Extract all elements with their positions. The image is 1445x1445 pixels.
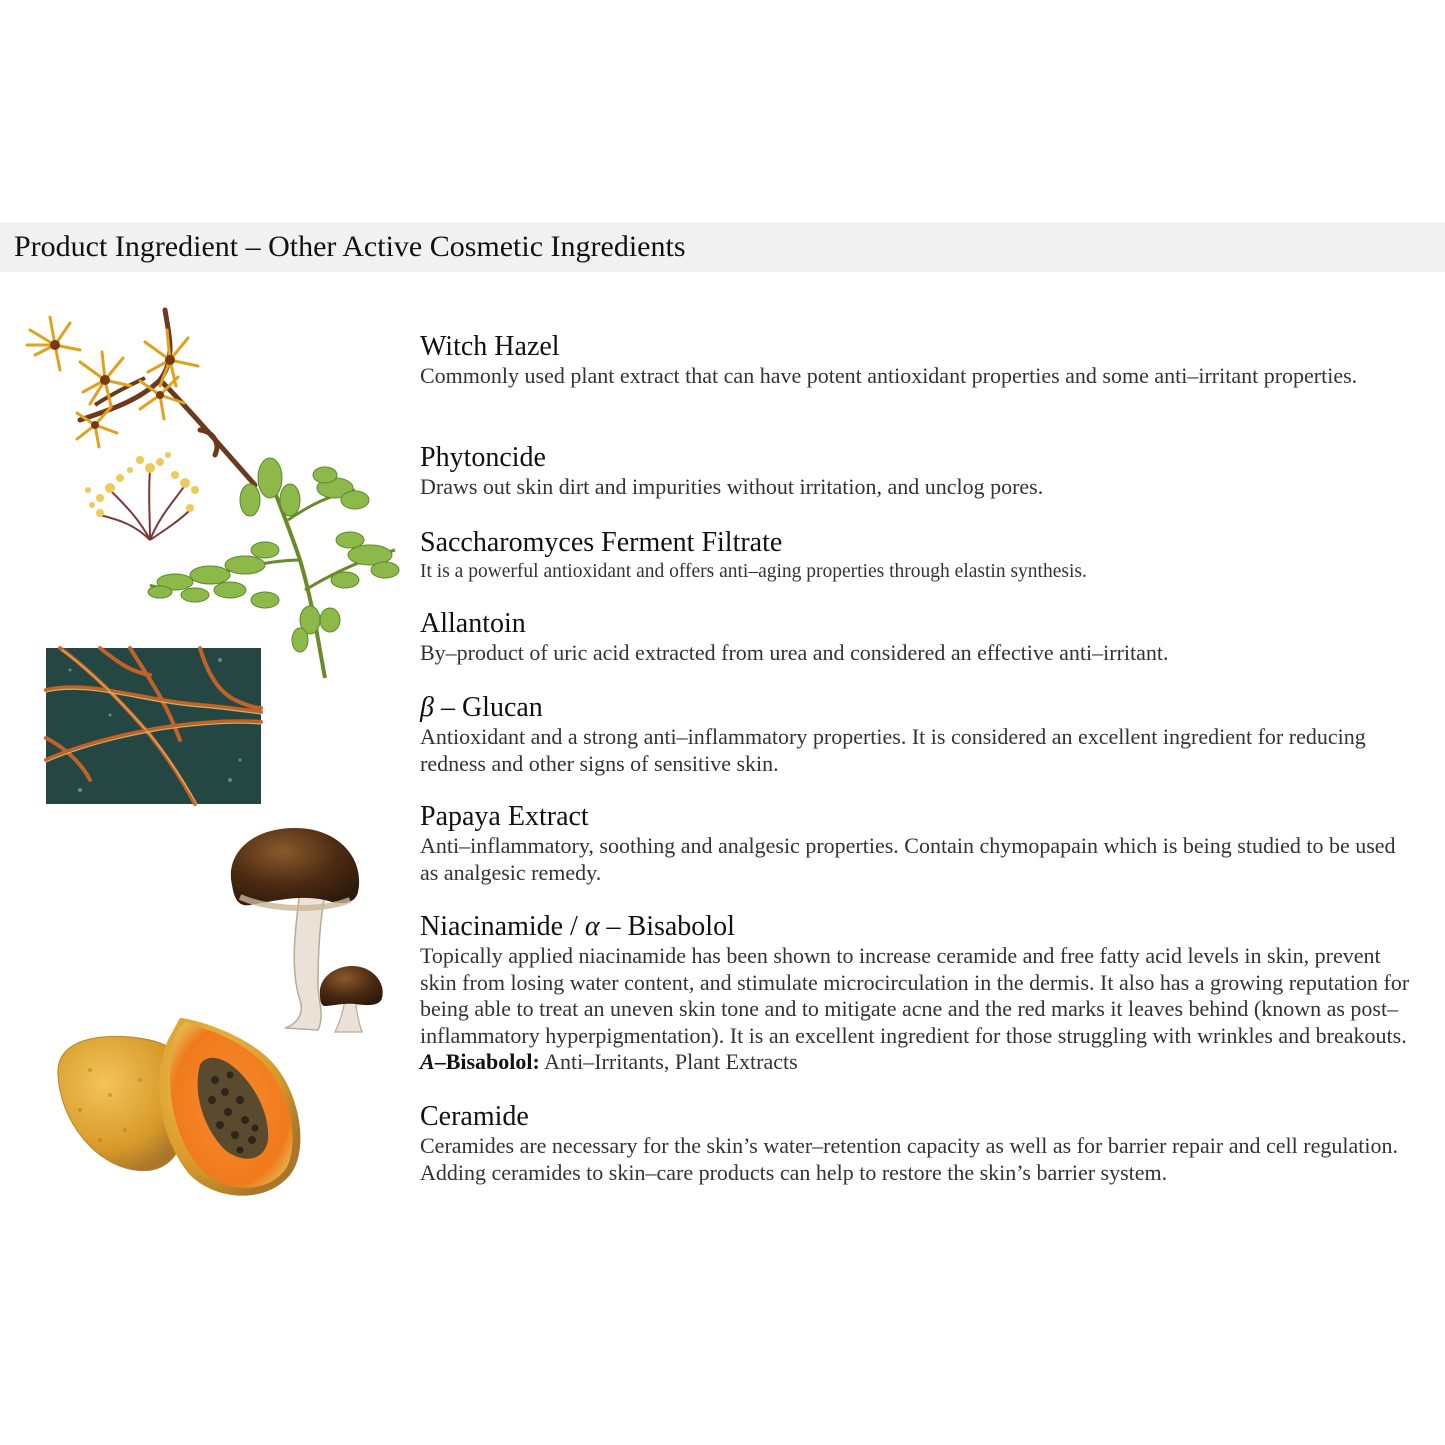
- description-text: Topically applied niacinamide has been shown to increase ceramide and free fatty acid levels in skin, prevent skin from losing water content, and stimulate microcirculation in the dermis. It also has a growing reputation for being able to treat an uneven skin tone and to mitigate acne and the red marks it leaves behind (known as post–inflammatory hyperpigmentation). It is an excellent ingredient for those struggling with wrinkles and breakouts.: [420, 943, 1410, 1048]
- bisabolol-text: Anti–Irritants, Plant Extracts: [539, 1049, 798, 1074]
- small-blossom-illustration: [85, 452, 199, 540]
- ingredient-name: Papaya Extract: [420, 801, 589, 832]
- papaya-illustration: [58, 1018, 301, 1196]
- ingredient-name: Witch Hazel: [420, 331, 560, 362]
- ingredient-phytoncide: [420, 442, 1410, 501]
- ingredient-description: Draws out skin dirt and impurities without irritation, and unclog pores.: [420, 474, 1044, 499]
- beta-symbol: β: [420, 692, 434, 723]
- ingredient-description: Antioxidant and a strong anti–inflammatory properties. It is considered an excellent ingredient for reducing redness and other signs of sensitive skin.: [420, 724, 1366, 776]
- ingredient-witch-hazel: [420, 331, 1410, 390]
- bisabolol-symbol: A: [420, 1049, 435, 1074]
- ingredient-niacinamide: [420, 911, 1410, 1076]
- ingredient-name: [420, 911, 1410, 943]
- illustrations-column: [0, 0, 410, 1445]
- ingredient-description: Ceramides are necessary for the skin’s water–retention capacity as well as for barrier repair and cell regulation. Adding ceramides to skin–care products can help to restore the skin’s barrier system.: [420, 1133, 1398, 1185]
- ingredient-papaya-extract: [420, 801, 1410, 886]
- ingredient-description: It is a powerful antioxidant and offers anti–aging properties through elastin synthesis.: [420, 561, 1087, 582]
- ingredient-name: Ceramide: [420, 1101, 529, 1132]
- ingredient-name-prefix: Niacinamide /: [420, 911, 585, 942]
- bisabolol-label: –Bisabolol:: [434, 1049, 540, 1074]
- ingredient-allantoin: [420, 608, 1410, 667]
- page-title: Product Ingredient – Other Active Cosmetic Ingredients: [14, 230, 686, 263]
- ingredient-description: Commonly used plant extract that can have potent antioxidant properties and some anti–irritant properties.: [420, 363, 1358, 388]
- ingredient-description: [420, 943, 1415, 1076]
- ingredient-beta-glucan: [420, 692, 1410, 777]
- ingredient-name: Saccharomyces Ferment Filtrate: [420, 527, 783, 558]
- ingredient-name: [420, 692, 1410, 724]
- ingredient-name-rest: – Glucan: [433, 692, 543, 723]
- ingredient-name-rest: – Bisabolol: [599, 911, 735, 942]
- ingredient-description: By–product of uric acid extracted from urea and considered an effective anti–irritant.: [420, 640, 1169, 665]
- ingredient-name: Allantoin: [420, 608, 526, 639]
- cedar-branch-illustration: [148, 458, 399, 678]
- microscope-fungus-image: [46, 648, 261, 804]
- ingredient-description: Anti–inflammatory, soothing and analgesic properties. Contain chymopapain which is being studied to be used as analgesic remedy.: [420, 833, 1396, 885]
- ingredient-name: Phytoncide: [420, 442, 546, 473]
- alpha-symbol: α: [584, 911, 600, 942]
- ingredient-ceramide: [420, 1101, 1410, 1186]
- mushroom-illustration: [231, 828, 383, 1032]
- ingredient-saccharomyces: [420, 527, 1410, 586]
